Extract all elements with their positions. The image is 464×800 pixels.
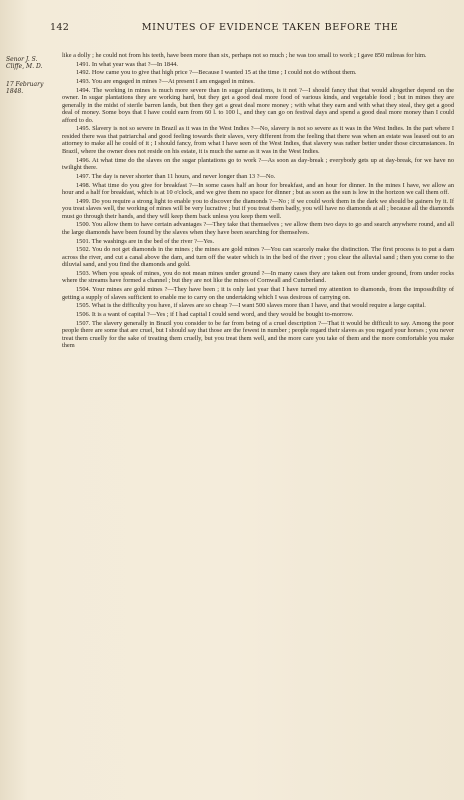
evidence-paragraph: 1496. At what time do the slaves on the sugar plantations go to work ?—As soon as day-break ; everybody gets up at day-break, for we have no twilight there.: [62, 156, 454, 172]
evidence-paragraph: 1502. You do not get diamonds in the mines ; the mines are gold mines ?—You can scarcely make the distinction. The first process is to put a dam across the river, and cut a canal above the dam, and turn off the water which is in the bed of the river ; you clear the alluvial sand ; then you come to the diluvial sand, and you find the diamonds and gold.: [62, 246, 454, 269]
evidence-paragraph: 1491. In what year was that ?—In 1844.: [76, 60, 179, 68]
evidence-paragraph: like a dolly ; he could not from his teeth, have been more than six, perhaps not so much ; he was too small to work ; I gave 850 milreas for him.: [62, 52, 427, 59]
evidence-paragraph: 1497. The day is never shorter than 11 hours, and never longer than 13 ?—No.: [76, 172, 276, 180]
evidence-paragraph: 1493. You are engaged in mines ?—At present I am engaged in mines.: [76, 78, 255, 86]
evidence-paragraph: 1494. The working in mines is much more severe than in sugar plantations, is it not ?—I should fancy that that would altogether depend on the owner. In sugar plantations they are working hard, but they get a good deal more food of various kinds, and vegetable food ; but in mines they are generally in the midst of sterile barren lands, but then they get a great deal more money ; with what they earn and with what they steal, they get a good deal of money. Some boys that I have could earn from 60 l. to 100 l., and they can go on festival days and spend a good deal more money than I could afford to do.: [62, 86, 454, 124]
evidence-paragraph: 1495. Slavery is not so severe in Brazil as it was in the West Indies ?—No, slavery is not so severe as it was in the West Indies. In the part where I resided there was that patriarchal and good feeling towards their slaves, very different from the feeling that there was when an estate was leased out to an attorney to make all he could of it ; I should fancy, from what I have seen of the West Indies, that slavery was rather better under those circumstances. In Brazil, where the owner does not reside on his estate, it is much the same as it was in the West Indies.: [62, 125, 454, 155]
evidence-paragraph: 1498. What time do you give for breakfast ?—In some cases half an hour for breakfast, and an hour for dinner. In the mines I have, we allow an hour and a half for breakfast, which is at 10 o'clock, and we give them no space for dinner ; but as soon as the sun is low in the horizon we call them off.: [62, 181, 454, 196]
margin-note-witness: Senor J. S. Cliffe, M. D.: [6, 56, 43, 70]
evidence-paragraph: 1504. Your mines are gold mines ?—They have been ; it is only last year that I have turned my attention to diamonds, from the impossibility of getting a supply of slaves sufficient to enable me to carry on the undertaking which I was desirous of carrying on.: [62, 286, 454, 301]
running-title: MINUTES OF EVIDENCE TAKEN BEFORE THE: [141, 22, 399, 33]
running-header: [50, 22, 448, 33]
evidence-paragraph: 1500. You allow them to have certain advantages ?—They take that themselves ; we allow them two days to go and search anywhere round, and all the large diamonds have been found by the slaves when they have been searching for themselves.: [62, 221, 454, 236]
evidence-paragraph: 1506. It is a want of capital ?—Yes ; if I had capital I could send word, and they would be bought to-morrow.: [76, 311, 354, 318]
evidence-body: [62, 52, 454, 351]
page-number: 142: [50, 22, 70, 33]
evidence-paragraph: 1499. Do you require a strong light to enable you to discover the diamonds ?—No ; if we could work them in the dark we should be gainers by it. If you treat slaves well, the working of mines will be very lucrative ; but if you treat them badly, you will have no diamonds at all ; because all the diamonds must go through their hands, and they will keep them back unless you keep them well.: [62, 197, 454, 220]
evidence-paragraph: 1503. When you speak of mines, you do not mean mines under ground ?—In many cases they are taken out from under ground, from under rocks where the streams have formed a channel ; but they are not like the mines of Cornwall and Cumberland.: [62, 269, 454, 285]
margin-note-date: 17 February 1848.: [6, 81, 44, 95]
evidence-paragraph: 1505. What is the difficulty you have, if slaves are so cheap ?—I want 500 slaves more than I have, and that would require a large capital.: [76, 302, 426, 310]
evidence-paragraph: 1492. How came you to give that high price ?—Because I wanted 15 at the time ; I could not do without them.: [76, 69, 357, 77]
evidence-paragraph: 1501. The washings are in the bed of the river ?—Yes.: [76, 237, 215, 245]
evidence-paragraph: 1507. The slavery generally in Brazil you consider to be far from being of a cruel description ?—That it would be difficult to say. Among the poor people there are some that are cruel, but I should say that those are the fewest in number ; people regard their slaves as you regard your horses ; you never treat them cruelly for the sake of treating them cruelly, but you treat them well, and the more care you take of them and the more comfortable you make them: [62, 319, 454, 350]
